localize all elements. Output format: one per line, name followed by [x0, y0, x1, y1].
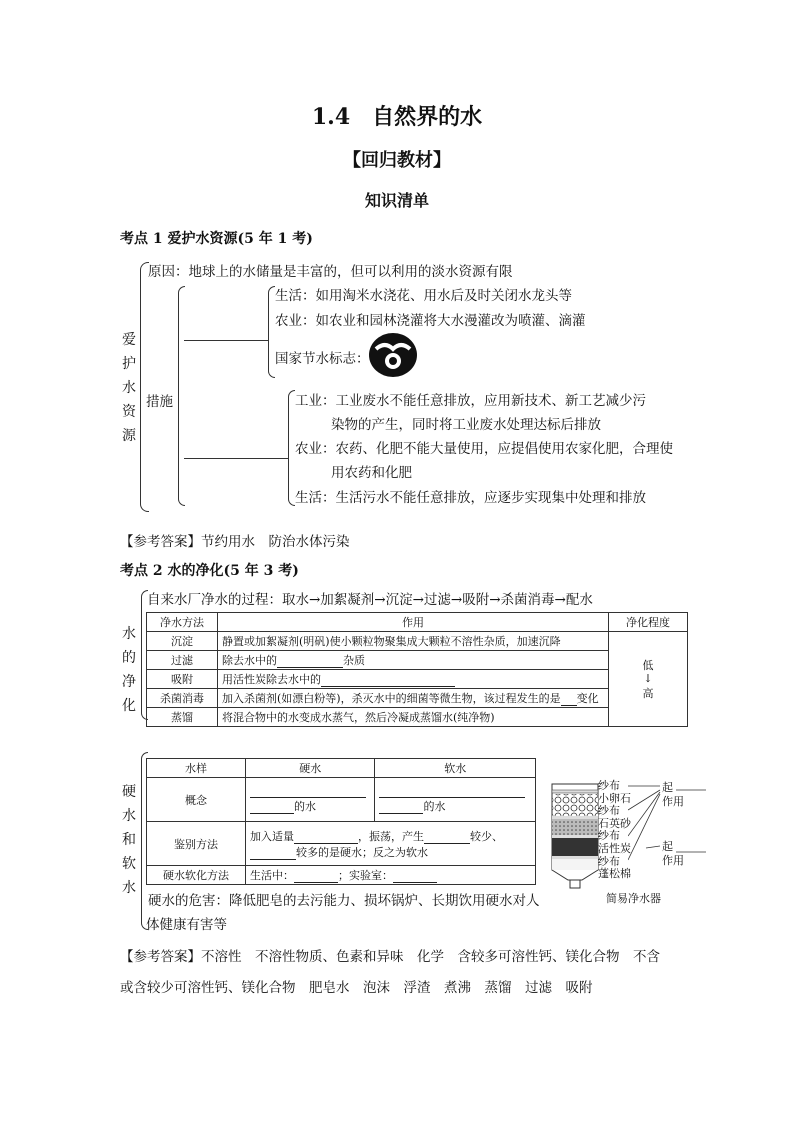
effect-suffix: 杂质	[343, 654, 365, 667]
concept-suffix: 的水	[294, 800, 316, 813]
header-method: 净水方法	[147, 613, 218, 632]
section-subtitle: 【回归教材】	[343, 150, 451, 171]
layer-label: 小卵石	[598, 791, 631, 805]
answer-blank[interactable]	[294, 831, 358, 844]
soft-concept-cell	[375, 778, 536, 822]
side-char: 资	[122, 404, 136, 420]
effect-text: 将混合物中的水变成水蒸气，然后冷凝成蒸馏水(纯净物)	[222, 711, 495, 724]
degree-arrow-icon: ↓	[643, 672, 653, 685]
water-saving-logo-icon	[368, 332, 418, 378]
side-char: 净	[122, 674, 136, 690]
layer-label: 纱布	[598, 804, 620, 818]
answer-blank[interactable]	[379, 801, 423, 814]
water-purifier-diagram-icon	[546, 780, 606, 890]
topic1-reason: 原因：地球上的水储量是丰富的，但可以利用的淡水资源有限	[148, 264, 513, 280]
concept-suffix: 的水	[423, 800, 446, 813]
answer-blank[interactable]	[277, 655, 343, 668]
answer-blank[interactable]	[561, 693, 577, 706]
soften-label: 硬水软化方法	[147, 866, 246, 885]
layer-label: 纱布	[598, 854, 620, 868]
answer-blank[interactable]	[379, 785, 525, 798]
purifier-layer-labels	[598, 780, 631, 881]
effect-suffix: 变化	[576, 692, 599, 705]
method-cell: 吸附	[147, 670, 218, 689]
side-char: 护	[122, 356, 136, 372]
side-char: 软	[122, 856, 136, 872]
identify-cell	[246, 822, 536, 866]
saving-life: 生活：如用淘米水浇花、用水后及时关闭水龙头等	[275, 288, 572, 304]
pollution-life: 生活：生活污水不能任意排放，应逐步实现集中处理和排放	[295, 490, 646, 506]
soften-cell	[246, 866, 536, 885]
side-char: 水	[122, 626, 136, 642]
method-cell: 杀菌消毒	[147, 689, 218, 708]
side-char: 的	[122, 650, 136, 666]
degree-cell	[609, 632, 688, 727]
side-char: 源	[122, 428, 136, 444]
topic1-outer-brace	[140, 262, 149, 512]
side-char: 硬	[122, 784, 136, 800]
soften-text: ；实验室：	[338, 869, 393, 882]
water-logo-label: 国家节水标志：	[275, 351, 370, 367]
layer-label: 石英砂	[598, 816, 631, 830]
hard-soft-table	[146, 758, 536, 885]
effect-text: 用活性炭除去水中的	[222, 673, 321, 686]
answer-blank[interactable]	[393, 870, 437, 883]
method-cell: 过滤	[147, 651, 218, 670]
effect-cell	[218, 689, 609, 708]
list-heading: 知识清单	[364, 191, 429, 210]
header-hard: 硬水	[246, 759, 375, 778]
side-char: 爱	[122, 332, 136, 348]
topic1-side-label	[120, 328, 138, 448]
identify-text: ，振荡，产生	[358, 829, 424, 843]
purifier-caption: 简易净水器	[606, 892, 661, 905]
identify-text: 加入适量	[250, 829, 294, 843]
header-degree: 净化程度	[609, 613, 688, 632]
method-cell: 蒸馏	[147, 708, 218, 727]
topic2-side-label	[120, 622, 138, 718]
pollution-industry-2: 染物的产生，同时将工业废水处理达标后排放	[331, 417, 601, 433]
saving-brace	[268, 286, 275, 378]
topic2-heading: 考点 2 水的净化(5 年 3 考)	[120, 563, 299, 579]
role-top-1: 起	[662, 781, 673, 794]
header-effect: 作用	[218, 613, 609, 632]
identify-text: 较少、	[470, 829, 503, 843]
pollution-agri-2: 用农药和化肥	[331, 465, 412, 481]
effect-cell	[218, 632, 609, 651]
saving-agri: 农业：如农业和园林浇灌将大水漫灌改为喷灌、滴灌	[275, 313, 586, 329]
answer-blank[interactable]	[294, 870, 338, 883]
effect-text: 除去水中的	[222, 654, 277, 667]
header-soft: 软水	[375, 759, 536, 778]
degree-low: 低	[642, 659, 654, 672]
topic2-answer-1: 【参考答案】不溶性 不溶性物质、色素和异味 化学 含较多可溶性钙、镁化合物 不含	[120, 949, 660, 965]
layer-label: 纱布	[598, 829, 620, 843]
method-cell: 沉淀	[147, 632, 218, 651]
side-char: 水	[122, 880, 136, 896]
effect-cell	[218, 651, 609, 670]
layer-label: 纱布	[598, 779, 620, 792]
effect-cell	[218, 708, 609, 727]
side-char: 和	[122, 832, 136, 848]
side-char: 水	[122, 380, 136, 396]
role-top-2: 作用	[662, 795, 684, 808]
side-char: 水	[122, 808, 136, 824]
answer-blank[interactable]	[250, 847, 296, 860]
degree-high: 高	[642, 687, 654, 700]
purification-process: 自来水厂净水的过程：取水→加絮凝剂→沉淀→过滤→吸附→杀菌消毒→配水	[147, 592, 593, 608]
layer-label: 活性炭	[598, 841, 631, 855]
hard-water-harm-1: 硬水的危害：降低肥皂的去污能力、损坏锅炉、长期饮用硬水对人	[148, 893, 540, 909]
effect-text: 静置或加絮凝剂(明矾)使小颗粒物聚集成大颗粒不溶性杂质，加速沉降	[222, 635, 561, 648]
topic1-answer: 【参考答案】节约用水 防治水体污染	[120, 534, 350, 550]
pollution-brace	[288, 390, 295, 506]
effect-text: 加入杀菌剂(如漂白粉等)，杀灭水中的细菌等微生物，该过程发生的是	[222, 692, 561, 705]
effect-cell	[218, 670, 609, 689]
role-bottom-1: 起	[662, 840, 673, 853]
hard-water-harm-2: 体健康有害等	[146, 917, 227, 933]
topic1-heading: 考点 1 爱护水资源(5 年 1 考)	[120, 231, 313, 247]
identify-text: 较多的是硬水；反之为软水	[296, 845, 428, 859]
blank-line-saving	[184, 340, 268, 341]
answer-blank[interactable]	[250, 801, 294, 814]
answer-blank[interactable]	[424, 831, 470, 844]
header-sample: 水样	[147, 759, 246, 778]
answer-blank[interactable]	[321, 674, 455, 687]
pollution-industry-1: 工业：工业废水不能任意排放，应用新技术、新工艺减少污	[295, 393, 646, 409]
side-char: 化	[122, 698, 136, 714]
page-title: 1.4 自然界的水	[311, 104, 483, 130]
topic3-side-label	[120, 780, 138, 900]
soften-text: 生活中：	[250, 869, 294, 882]
concept-label: 概念	[147, 778, 246, 822]
measures-brace	[178, 286, 185, 506]
identify-label: 鉴别方法	[147, 822, 246, 866]
measures-label: 措施	[146, 394, 173, 410]
blank-line-pollution	[184, 458, 288, 459]
role-bottom-2: 作用	[662, 854, 684, 867]
pollution-agri-1: 农业：农药、化肥不能大量使用，应提倡使用农家化肥，合理使	[295, 441, 673, 457]
answer-blank[interactable]	[250, 785, 366, 798]
topic2-answer-2: 或含较少可溶性钙、镁化合物 肥皂水 泡沫 浮渣 煮沸 蒸馏 过滤 吸附	[120, 980, 593, 996]
layer-label: 蓬松棉	[598, 867, 631, 881]
hard-concept-cell	[246, 778, 375, 822]
purification-table	[146, 612, 688, 727]
